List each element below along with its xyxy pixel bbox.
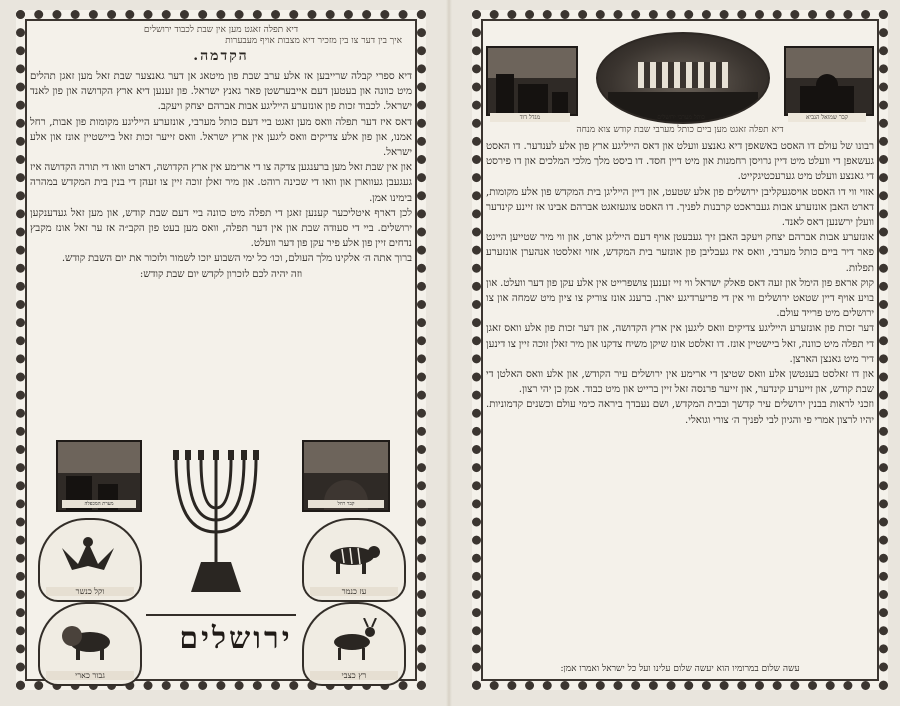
deer-icon <box>322 618 382 662</box>
paragraph: רבונו של עולם דו האסט באשאפן דיא גאנצע וועלט און דאס הייליגע ארץ פון אלע לענדער. דו האסט געשאפן די וועלט מיט דיין גרויסן רחמנות און מיט דיין חסד. דו ביסט מלך מלכי המלכים און דו פירסט די גאנצע וועלט מיט גערעכטיגקייט. <box>486 141 874 183</box>
tower-of-david-image <box>486 46 578 116</box>
paragraph: ברוך אתה ה׳ אלקינו מלך העולם, וכו׳ כל ימי השבוע יזכו לשמור ולזכור את יום השבת קודש. <box>61 253 412 265</box>
plate-tomb-image <box>302 440 390 512</box>
lion-medallion <box>38 602 142 686</box>
jerusalem-title: ירושלים <box>179 621 293 656</box>
medallion-label: גבור כארי <box>46 671 134 680</box>
tiger-icon <box>322 534 382 578</box>
paragraph: וזכני לראות בבנין ירושלים עיר קדשך ובבית המקדש, ושם נעבדך ביראה כימי עולם וכשנים קדמוניות. יהיו לרצון אמרי פי והגיון לבי לפניך ה׳ צורי וגואלי. <box>486 399 874 426</box>
left-page-intro-line: איך בין דער צו בין מזכיר דיא מצבות אויף מעבערות <box>225 36 402 46</box>
paragraph: אונזערע אבות אברהם יצחק ויעקב האבן זיך געבעטן אויף דעם הייליגן ארט, און ווי מיר שטייען היינט פאר דיר ביים כותל מערבי, וואס איז געבליבן פון אונזער בית המקדש, אזוי זאלסטו אנהערן אונזערע תפלות. <box>486 232 874 274</box>
right-page-body <box>486 139 874 635</box>
paragraph: און אין שבת זאל מען ברענגען צדקה צו די ארימע אין ארץ הקדושה, דארט וואו די תורה הקדושה איז געגעבן געווארן און וואו די שכינה רוהט. און מיר זאלן זוכה זיין צו זעהן די בנין בית המקדש במהרה בימינו אמן. <box>30 162 412 204</box>
tomb-of-samuel-image <box>784 46 874 116</box>
eagle-medallion <box>38 518 142 602</box>
paragraph: קוק אראפ פון הימל און זעה דאס פאלק ישראל ווי זיי זענען צושפרייט אין אלע עקן פון דער וועלט. און בויע אויף דיין שטאט ירושלים ווי אין די פריערדיגע יארן. ברענג אונז צוריק צו ציון מיט שמחה און צו ירושלים מיט פרייד עולם. <box>486 277 874 320</box>
banner-caption: כותל מערבי ירושלים <box>657 114 705 121</box>
left-page <box>16 10 426 690</box>
woodcut-banner <box>486 32 874 122</box>
medallion-label: רץ כצבי <box>310 671 398 680</box>
right-page-footer: עשה שלום במרומיו הוא יעשה שלום עלינו ועל כל ישראל ואמרו אמן: <box>560 664 800 674</box>
right-page-heading: דיא תפלה זאגט מען ביים כותל מערבי שבת קודש צוא מנחה <box>576 125 784 135</box>
deer-medallion <box>302 602 406 686</box>
page-fold <box>446 0 452 706</box>
plate-caption: קבר רחל <box>308 500 384 508</box>
left-page-body <box>30 69 412 409</box>
paragraph: אזוי ווי דו האסט אויסגעקליבן ירושלים פון אלע שטעט, און דיין הייליגן בית המקדש פון אלע מקומות, דארט האבן אונזערע אבות געבראכט קרבנות לפניך. דו האסט צוגעזאגט אברהם אבינו אז זיינע קינדער וועלן ירשנען דאס לאנד. <box>486 186 874 229</box>
plate-caption: מערת המכפלה <box>62 500 136 508</box>
tiger-medallion <box>302 518 406 602</box>
medallion-label: עז כנמר <box>310 587 398 596</box>
lion-icon <box>58 618 118 662</box>
western-wall-image <box>596 32 770 124</box>
left-page-title: הקדמה. <box>193 48 249 64</box>
right-page-content <box>486 24 874 676</box>
banner-caption: קבר שמואל הנביא <box>788 113 866 122</box>
right-page <box>472 10 888 690</box>
plate-cave-image <box>56 440 142 512</box>
paragraph: דאס איז דער תפלה וואס מען זאגט ביי דעם כותל מערבי, אונזערע הייליגע מקומות פון אבות, רחל אמנו, און פון אלע צדיקים וואס ליגען אין ארץ ישראל. וואס זייער זכות זאל ביישטיין אונז און אלע ישראל. <box>30 116 412 159</box>
paragraph: לכן דארף איטליכער קענען זאגן די תפלה מיט כוונה ביי דעם שבת קודש, און מען זאל געדענקען ירושלים. ביי די סעודה שבת און אין דער תפלה, וואס מען בעט פון הקב״ה אז ער זאל אונז מקבץ נדחים זיין פון אלע פיר עקן פון דער וועלט. <box>30 207 412 250</box>
paragraph: און דו זאלסט בענטשן אלע וואס שטיצן די ארימע אין ירושלים עיר הקודש, און אלע וואס האלטן די שבת קודש, און זייערע קינדער, און זייער פרנסה זאל זיין ברייט און מיט כבוד. אמן כן יהי רצון. <box>486 369 874 396</box>
paragraph: דער זכות פון אונזערע הייליגע צדיקים וואס ליגען אין ארץ הקדושה, און דער זכות פון אלע וואס זאגן די תפלה מיט כוונה, זאל ביישטיין אונז. דו זאלסט אונז שיקן משיח צדקנו און מיר זאלן זוכה זיין צו דינען דיר מיט גאנצן הארצן. <box>486 323 874 365</box>
banner-caption: מגדל דוד <box>490 113 570 122</box>
eagle-icon <box>58 534 118 578</box>
closing-line: וזה יהיה לכם לזכרון לקדש יום שבת קודש: <box>139 268 303 280</box>
menorah-icon <box>161 442 271 600</box>
medallion-label: וקל כנשר <box>46 587 134 596</box>
paragraph: דיא ספרי קבלה שרייבען אז אלע ערב שבת פון מיטאג אן דער גאנצער שבת זאל מען זאגן תהלים מיט כוונה און בעטען דעם אייבערשטן פאר גאנץ ישראל. פון זענען דיא ארץ הקדושה און פון לאנד ישראל. לכבוד זכות פון אונזערע הייליגע אבות אברהם יצחק ויעקב. <box>30 71 412 113</box>
left-page-heading: דיא תפלה זאגט מען אין שבת לכבוד ירושלים <box>143 25 299 35</box>
